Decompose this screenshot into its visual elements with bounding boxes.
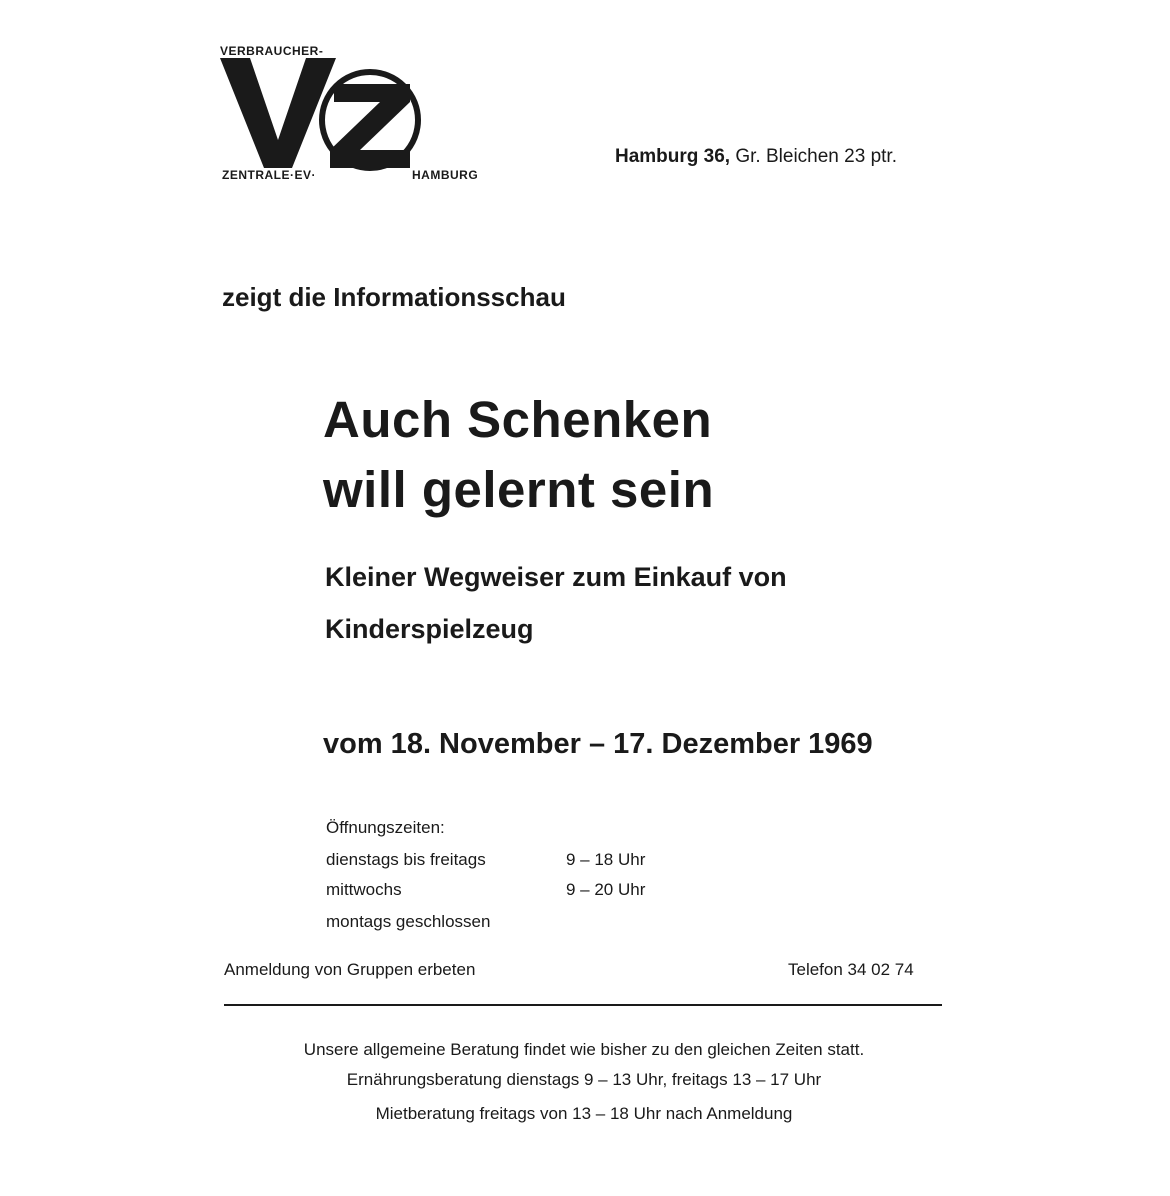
opening-hours-time: 9 – 20 Uhr xyxy=(566,880,646,899)
opening-hours-day: dienstags bis freitags xyxy=(326,850,486,869)
footer-line-2: Ernährungsberatung dienstags 9 – 13 Uhr, freitags 13 – 17 Uhr xyxy=(346,1070,822,1089)
address-city: Hamburg 36, xyxy=(615,146,731,167)
title-line-1: Auch Schenken xyxy=(323,391,713,448)
opening-hours-day: mittwochs xyxy=(326,880,402,899)
logo-bottom-right-text: HAMBURG xyxy=(412,168,479,182)
subtitle-line-1: Kleiner Wegweiser zum Einkauf von xyxy=(325,562,787,592)
groups-note: Anmeldung von Gruppen erbeten xyxy=(224,960,476,979)
logo-top-text: VERBRAUCHER- xyxy=(220,44,324,58)
vz-logo-mark xyxy=(220,58,430,178)
subtitle-line-2: Kinderspielzeug xyxy=(325,614,534,644)
vz-logo xyxy=(220,44,500,204)
opening-hours-heading: Öffnungszeiten: xyxy=(326,818,445,837)
exhibition-dates: vom 18. November – 17. Dezember 1969 xyxy=(323,728,873,760)
address-street: Gr. Bleichen 23 ptr. xyxy=(735,146,897,167)
footer-line-1: Unsere allgemeine Beratung findet wie bisher zu den gleichen Zeiten statt. xyxy=(303,1040,865,1059)
footer-line-3: Mietberatung freitags von 13 – 18 Uhr nach Anmeldung xyxy=(375,1104,793,1123)
opening-hours-time: 9 – 18 Uhr xyxy=(566,850,646,869)
divider-rule xyxy=(224,1004,942,1006)
logo-bottom-left-text: ZENTRALE·EV· xyxy=(222,168,316,182)
address xyxy=(615,146,897,168)
intro-text: zeigt die Informationsschau xyxy=(222,282,566,312)
phone-number: Telefon 34 02 74 xyxy=(788,960,914,979)
title-line-2: will gelernt sein xyxy=(323,461,715,518)
opening-hours-day: montags geschlossen xyxy=(326,912,491,931)
